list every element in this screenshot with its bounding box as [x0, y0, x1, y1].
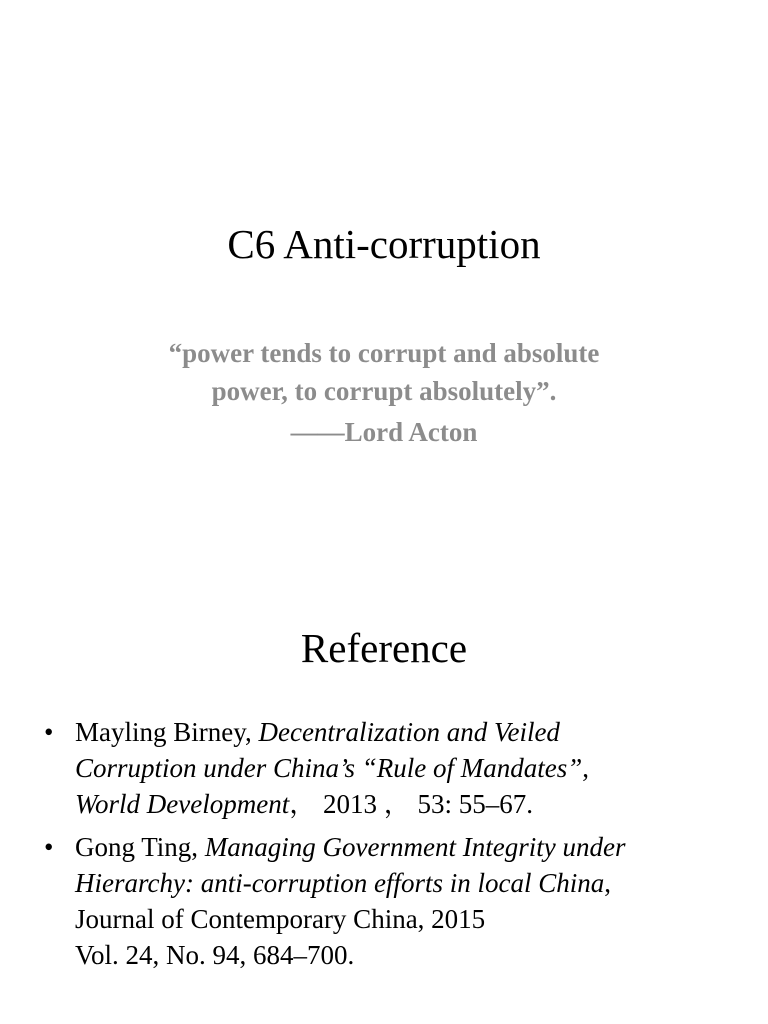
reference-line — [75, 865, 744, 901]
reference-journal: World Development — [75, 789, 290, 819]
reference-separator: , — [582, 753, 590, 783]
reference-title: Hierarchy: anti-corruption efforts in local China — [75, 868, 605, 898]
reference-line — [75, 829, 744, 865]
quote-line-1: “power tends to corrupt and absolute — [168, 338, 600, 368]
reference-author: Gong Ting, — [75, 832, 205, 862]
reference-separator: , — [604, 868, 611, 898]
bullet-icon: • — [44, 832, 54, 862]
reference-item-gong — [44, 829, 744, 973]
reference-journal: Journal of Contemporary China, 2015 — [75, 904, 486, 934]
reference-title: Decentralization and Veiled — [258, 717, 560, 747]
reference-author: Mayling Birney, — [75, 717, 259, 747]
reference-title: Managing Government Integrity under — [204, 832, 626, 862]
reference-line — [75, 750, 744, 786]
reference-item-birney — [44, 714, 744, 822]
epigraph-quote — [0, 334, 768, 451]
reference-line — [75, 714, 744, 750]
reference-list — [44, 714, 744, 980]
slide-reference — [0, 512, 768, 1024]
bullet-icon: • — [44, 717, 54, 747]
reference-details: Vol. 24, No. 94, 684–700. — [75, 940, 355, 970]
quote-author: ——Lord Acton — [290, 417, 478, 447]
reference-heading: Reference — [300, 625, 468, 671]
reference-details: ， 2013 ， 53: 55–67. — [289, 789, 533, 819]
quote-line-2: power, to corrupt absolutely”. — [211, 376, 557, 406]
slide-title-heading: C6 Anti-corruption — [227, 221, 541, 267]
reference-line — [75, 786, 744, 822]
reference-title: Corruption under China’s “Rule of Mandates” — [75, 753, 583, 783]
